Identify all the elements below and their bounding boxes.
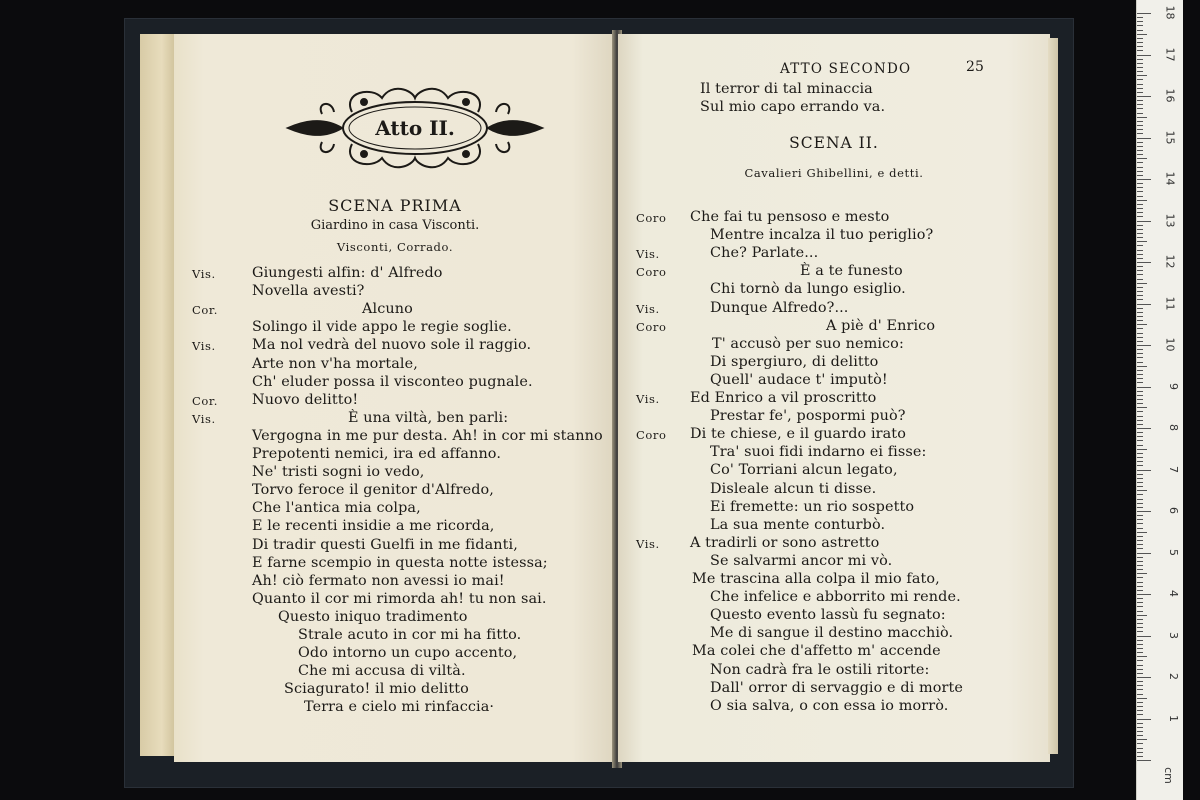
verse-line: O sia salva, o con essa io morrò.	[710, 697, 949, 714]
ruler-tick	[1137, 428, 1151, 429]
ruler-tick	[1137, 470, 1151, 471]
ruler-tick	[1137, 760, 1151, 761]
ruler-tick	[1137, 341, 1143, 342]
running-head: ATTO SECONDO	[780, 61, 912, 77]
verse-line: Dunque Alfredo?...	[710, 299, 849, 316]
ruler-tick	[1137, 719, 1151, 720]
ruler-tick	[1137, 100, 1143, 101]
speaker-label: Vis.	[636, 392, 660, 406]
verse-line: Che l'antica mia colpa,	[252, 500, 421, 517]
ruler-tick	[1137, 411, 1143, 412]
ruler-tick	[1137, 258, 1143, 259]
ruler-tick	[1137, 345, 1151, 346]
verse-line: Se salvarmi ancor mi vò.	[710, 552, 893, 569]
ruler-tick	[1137, 21, 1143, 22]
ruler-tick	[1137, 299, 1143, 300]
verse-line: T' accusò per suo nemico:	[712, 335, 904, 352]
speaker-label: Coro	[636, 211, 667, 225]
ruler-number: 9	[1167, 382, 1180, 390]
ruler-tick	[1137, 17, 1143, 18]
ruler-tick	[1137, 266, 1143, 267]
verse-line: Che mi accusa di viltà.	[298, 663, 466, 680]
ruler-tick	[1137, 146, 1143, 147]
verse-line: A tradirli or sono astretto	[690, 534, 880, 551]
ruler-tick	[1137, 283, 1147, 284]
ruler-tick	[1137, 241, 1147, 242]
ruler-tick	[1137, 665, 1143, 666]
ruler-tick	[1137, 25, 1143, 26]
ruler-tick	[1137, 416, 1143, 417]
ruler-tick	[1137, 445, 1143, 446]
ruler-number: 13	[1163, 213, 1177, 227]
ruler-tick	[1137, 378, 1143, 379]
verse-line: Ma colei che d'affetto m' accende	[692, 643, 941, 660]
ruler-tick	[1137, 179, 1151, 180]
ruler-tick	[1137, 656, 1147, 657]
ruler-tick	[1137, 46, 1143, 47]
ruler-tick	[1137, 117, 1147, 118]
ruler-tick	[1137, 270, 1143, 271]
verse-line: Novella avesti?	[252, 283, 365, 300]
ruler-tick	[1137, 254, 1143, 255]
ruler-tick	[1137, 586, 1143, 587]
ruler-tick	[1137, 92, 1143, 93]
left-page	[174, 34, 617, 762]
ruler-number: 7	[1167, 465, 1180, 473]
speaker-label: Vis.	[192, 267, 216, 281]
speaker-label: Vis.	[636, 301, 660, 316]
ruler-tick	[1137, 138, 1151, 139]
ruler-tick	[1137, 162, 1143, 163]
ruler-tick	[1137, 515, 1143, 516]
ruler-number: 15	[1163, 130, 1177, 144]
speaker-label: Coro	[636, 265, 667, 280]
page-number: 25	[966, 59, 985, 75]
ruler-tick	[1137, 71, 1143, 72]
ruler-tick	[1137, 710, 1143, 711]
ruler-tick	[1137, 191, 1143, 192]
ruler-tick	[1137, 573, 1147, 574]
ruler-tick	[1137, 631, 1143, 632]
speaker-label: Cor.	[192, 303, 219, 318]
ruler-tick	[1137, 407, 1147, 408]
ruler-tick	[1137, 503, 1143, 504]
speaker-label: Vis.	[192, 411, 216, 426]
ruler-tick	[1137, 648, 1143, 649]
ruler-tick	[1137, 362, 1143, 363]
ruler-tick	[1137, 403, 1143, 404]
ruler-tick	[1137, 50, 1143, 51]
ruler-tick	[1137, 150, 1143, 151]
ruler-tick	[1137, 523, 1143, 524]
ruler-tick	[1137, 436, 1143, 437]
verse-line: Che? Parlate...	[710, 245, 819, 262]
ruler-tick	[1137, 694, 1143, 695]
ruler-tick	[1137, 528, 1143, 529]
verse-line: Solingo il vide appo le regie soglie.	[252, 319, 512, 336]
ruler-tick	[1137, 544, 1143, 545]
right-page	[618, 34, 1050, 762]
verse-line: Questo evento lassù fu segnato:	[710, 607, 946, 624]
verse-line: Chi tornò da lungo esiglio.	[710, 281, 906, 298]
ruler-tick	[1137, 34, 1147, 35]
ruler-number: 17	[1163, 47, 1177, 61]
ruler-tick	[1137, 320, 1143, 321]
ruler-tick	[1137, 349, 1143, 350]
verse-line: Giungesti alfin: d' Alfredo	[252, 265, 443, 281]
ruler-tick	[1137, 262, 1151, 263]
ruler-number: 12	[1163, 254, 1177, 269]
verse-line: Prestar fe', pospormi può?	[710, 408, 906, 425]
ruler-tick	[1137, 706, 1143, 707]
ruler-tick	[1137, 167, 1143, 168]
ruler-tick	[1137, 88, 1143, 89]
ruler-tick	[1137, 125, 1143, 126]
ruler-tick	[1137, 532, 1147, 533]
ruler-tick	[1137, 494, 1143, 495]
ruler-tick	[1137, 598, 1143, 599]
ruler-tick	[1137, 212, 1143, 213]
ruler-tick	[1137, 440, 1143, 441]
ruler-tick	[1137, 590, 1143, 591]
verse-line: E farne scempio in questa notte istessa;	[252, 554, 548, 571]
verse-line: Tra' suoi fidi indarno ei fisse:	[710, 444, 927, 461]
ruler-tick	[1137, 424, 1143, 425]
ruler-tick	[1137, 312, 1143, 313]
verse-line: Alcuno	[362, 301, 413, 318]
ruler-tick	[1137, 233, 1143, 234]
ruler-tick	[1137, 121, 1143, 122]
ruler-tick	[1137, 735, 1143, 736]
ruler-tick	[1137, 221, 1151, 222]
ruler-tick	[1137, 84, 1143, 85]
ruler-tick	[1137, 395, 1143, 396]
ruler-tick	[1137, 38, 1143, 39]
verse-line: Nuovo delitto!	[252, 391, 359, 408]
ruler-tick	[1137, 714, 1143, 715]
ruler-tick	[1137, 13, 1151, 14]
page-stack-right-edge	[1048, 38, 1058, 754]
page-stack-left-edge	[140, 34, 176, 756]
scene-title: SCENA II.	[789, 134, 879, 152]
verse-line: Odo intorno un cupo accento,	[298, 645, 518, 662]
ruler-tick	[1137, 337, 1143, 338]
ruler-tick	[1137, 75, 1147, 76]
verse-line: Ed Enrico a vil proscritto	[690, 390, 877, 406]
ruler-tick	[1137, 67, 1143, 68]
verse-line: Terra e cielo mi rinfaccia·	[304, 699, 495, 716]
ruler-tick	[1137, 370, 1143, 371]
ruler-tick	[1137, 619, 1143, 620]
scene-title: SCENA PRIMA	[328, 196, 462, 215]
ruler-tick	[1137, 669, 1143, 670]
ruler-tick	[1137, 187, 1143, 188]
ruler-tick	[1137, 486, 1143, 487]
ruler-tick	[1137, 420, 1143, 421]
ruler-tick	[1137, 602, 1143, 603]
ruler-tick	[1137, 594, 1151, 595]
ruler-tick	[1137, 627, 1143, 628]
ruler-tick	[1137, 660, 1143, 661]
ruler-tick	[1137, 225, 1143, 226]
ruler-tick	[1137, 511, 1151, 512]
ruler-tick	[1137, 644, 1143, 645]
ruler-number: 4	[1167, 590, 1180, 597]
ruler-tick	[1137, 482, 1143, 483]
verse-line: Che infelice e abborrito mi rende.	[710, 589, 961, 606]
ruler-tick	[1137, 353, 1143, 354]
verse-line: Di te chiese, e il guardo irato	[690, 426, 906, 443]
act-title: Atto II.	[375, 116, 455, 140]
ruler-tick	[1137, 465, 1143, 466]
verse-line: Ch' eluder possa il visconteo pugnale.	[252, 373, 533, 390]
verse-line: Me trascina alla colpa il mio fato,	[692, 571, 940, 587]
ruler-tick	[1137, 208, 1143, 209]
ruler-tick	[1137, 681, 1143, 682]
speaker-label: Coro	[636, 319, 667, 334]
ruler-tick	[1137, 652, 1143, 653]
verse-line: Quanto il cor mi rimorda ah! tu non sai.	[252, 590, 547, 607]
ruler-tick	[1137, 698, 1147, 699]
ruler-number: 8	[1167, 424, 1180, 431]
ruler-tick	[1137, 316, 1143, 317]
ruler-tick	[1137, 449, 1147, 450]
ruler-tick	[1137, 133, 1143, 134]
ruler-number: 5	[1167, 548, 1180, 556]
ruler-tick	[1137, 216, 1143, 217]
ruler-tick	[1137, 478, 1143, 479]
ruler-number: 2	[1167, 673, 1180, 680]
ruler-number: 10	[1163, 337, 1177, 352]
verse-line: Vergogna in me pur desta. Ah! in cor mi stanno	[252, 427, 603, 444]
ruler-tick	[1137, 374, 1143, 375]
ruler-number: 16	[1163, 88, 1177, 103]
ruler-tick	[1137, 490, 1147, 491]
verse-line: Mentre incalza il tuo periglio?	[710, 227, 934, 244]
speaker-label: Vis.	[636, 247, 660, 262]
ruler-tick	[1137, 158, 1147, 159]
verse-line: È a te funesto	[800, 263, 903, 280]
ruler-tick	[1137, 237, 1143, 238]
ruler-tick	[1137, 582, 1143, 583]
ruler-tick	[1137, 42, 1143, 43]
speaker-label: Vis.	[192, 339, 216, 354]
ruler-tick	[1137, 333, 1143, 334]
ruler-tick	[1137, 324, 1147, 325]
ruler-tick	[1137, 499, 1143, 500]
verse-line: È una viltà, ben parli:	[348, 409, 509, 426]
ruler-tick	[1137, 673, 1143, 674]
ruler-tick	[1137, 453, 1143, 454]
verse-line: Il terror di tal minaccia	[700, 81, 873, 97]
verse-line: Prepotenti nemici, ira ed affanno.	[252, 446, 501, 462]
verse-line: A piè d' Enrico	[826, 317, 936, 334]
ruler-number: 14	[1163, 171, 1177, 186]
open-book	[140, 30, 1060, 768]
ruler-tick	[1137, 689, 1143, 690]
ruler-tick	[1137, 245, 1143, 246]
ruler-tick	[1137, 129, 1143, 130]
ruler-tick	[1137, 382, 1143, 383]
ruler-tick	[1137, 250, 1143, 251]
verse-line: Di spergiuro, di delitto	[710, 353, 879, 370]
verse-line: Torvo feroce il genitor d'Alfredo,	[252, 482, 494, 499]
verse-line: Ma nol vedrà del nuovo sole il raggio.	[252, 337, 532, 354]
ornamental-cartouche	[282, 72, 548, 182]
ruler-tick	[1137, 623, 1143, 624]
ruler-tick	[1137, 63, 1143, 64]
ruler-tick	[1137, 743, 1143, 744]
verse-line: Questo iniquo tradimento	[278, 608, 468, 625]
verse-line: Me di sangue il destino macchiò.	[710, 625, 954, 642]
ruler-tick	[1137, 606, 1143, 607]
verse-line: Dall' orror di servaggio e di morte	[710, 679, 964, 696]
ruler-tick	[1137, 615, 1147, 616]
character-list: Cavalieri Ghibellini, e detti.	[744, 166, 924, 180]
ruler-tick	[1137, 357, 1143, 358]
verse-line: Co' Torriani alcun legato,	[710, 462, 898, 479]
ruler-number: 11	[1163, 296, 1177, 310]
ruler-tick	[1137, 739, 1147, 740]
ruler-tick	[1137, 611, 1143, 612]
verse-line: Di tradir questi Guelfi in me fidanti,	[252, 536, 518, 553]
ruler-tick	[1137, 727, 1143, 728]
verse-line: Non cadrà fra le ostili ritorte:	[710, 661, 930, 678]
ruler-unit-label: cm	[1162, 767, 1176, 784]
verse-line: La sua mente conturbò.	[710, 516, 886, 533]
ruler-tick	[1137, 30, 1143, 31]
ruler-tick	[1137, 183, 1143, 184]
ruler-tick	[1137, 328, 1143, 329]
ruler-tick	[1137, 561, 1143, 562]
ruler-tick	[1137, 59, 1143, 60]
ruler-tick	[1137, 391, 1143, 392]
ruler-tick	[1137, 308, 1143, 309]
ruler-tick	[1137, 723, 1143, 724]
verse-line: Quell' audace t' imputò!	[710, 371, 888, 388]
ruler-tick	[1137, 274, 1143, 275]
ruler-tick	[1137, 295, 1143, 296]
speaker-label: Cor.	[192, 393, 219, 408]
ruler-tick	[1137, 304, 1151, 305]
ruler-tick	[1137, 96, 1151, 97]
ruler-tick	[1137, 104, 1143, 105]
verse-line: Ei fremette: un rio sospetto	[710, 498, 915, 515]
ruler-tick	[1137, 731, 1143, 732]
ruler-tick	[1137, 536, 1143, 537]
ruler-tick	[1137, 461, 1143, 462]
ruler-tick	[1137, 756, 1143, 757]
ruler-tick	[1137, 113, 1143, 114]
ruler-tick	[1137, 55, 1151, 56]
ruler-number: 3	[1167, 631, 1180, 639]
verse-line: Sciagurato! il mio delitto	[284, 681, 469, 698]
verse-line: Ah! ciò fermato non avessi io mai!	[252, 572, 505, 589]
speaker-label: Vis.	[636, 536, 660, 551]
ruler-tick	[1137, 204, 1143, 205]
ruler-tick	[1137, 432, 1143, 433]
ruler-tick	[1137, 457, 1143, 458]
verse-line: Che fai tu pensoso e mesto	[690, 209, 890, 225]
scene-setting: Giardino in casa Visconti.	[310, 218, 480, 233]
ruler-tick	[1137, 702, 1143, 703]
ruler-tick	[1137, 175, 1143, 176]
verse-line: E le recenti insidie a me ricorda,	[252, 518, 495, 535]
measurement-ruler	[1136, 0, 1183, 800]
ruler-tick	[1137, 569, 1143, 570]
ruler-tick	[1137, 577, 1143, 578]
ruler-number: 18	[1163, 5, 1177, 20]
ruler-tick	[1137, 291, 1143, 292]
ruler-tick	[1137, 196, 1143, 197]
ruler-number: 1	[1167, 714, 1180, 722]
ruler-tick	[1137, 279, 1143, 280]
ruler-tick	[1137, 685, 1143, 686]
ruler-tick	[1137, 387, 1151, 388]
ruler-tick	[1137, 399, 1143, 400]
speaker-label: Coro	[636, 428, 667, 443]
ruler-tick	[1137, 200, 1147, 201]
ruler-tick	[1137, 640, 1143, 641]
ruler-tick	[1137, 548, 1143, 549]
ruler-tick	[1137, 79, 1143, 80]
ruler-tick	[1137, 507, 1143, 508]
verse-line: Strale acuto in cor mi ha fitto.	[298, 627, 522, 643]
ruler-tick	[1137, 171, 1143, 172]
verse-line: Disleale alcun ti disse.	[710, 480, 877, 497]
ruler-tick	[1137, 287, 1143, 288]
ruler-tick	[1137, 752, 1143, 753]
ruler-tick	[1137, 553, 1151, 554]
ruler-tick	[1137, 154, 1143, 155]
ruler-tick	[1137, 229, 1143, 230]
ruler-tick	[1137, 142, 1143, 143]
ruler-tick	[1137, 540, 1143, 541]
character-list: Visconti, Corrado.	[336, 240, 454, 254]
ruler-tick	[1137, 519, 1143, 520]
ruler-tick	[1137, 557, 1143, 558]
ruler-tick	[1137, 748, 1143, 749]
ruler-tick	[1137, 677, 1151, 678]
ruler-number: 6	[1167, 507, 1180, 514]
ruler-tick	[1137, 108, 1143, 109]
ruler-tick	[1137, 636, 1151, 637]
ruler-tick	[1137, 474, 1143, 475]
verse-line: Arte non v'ha mortale,	[252, 355, 418, 372]
verse-line: Ne' tristi sogni io vedo,	[252, 464, 425, 481]
ruler-tick	[1137, 366, 1147, 367]
verse-line: Sul mio capo errando va.	[700, 99, 886, 115]
ruler-tick	[1137, 565, 1143, 566]
